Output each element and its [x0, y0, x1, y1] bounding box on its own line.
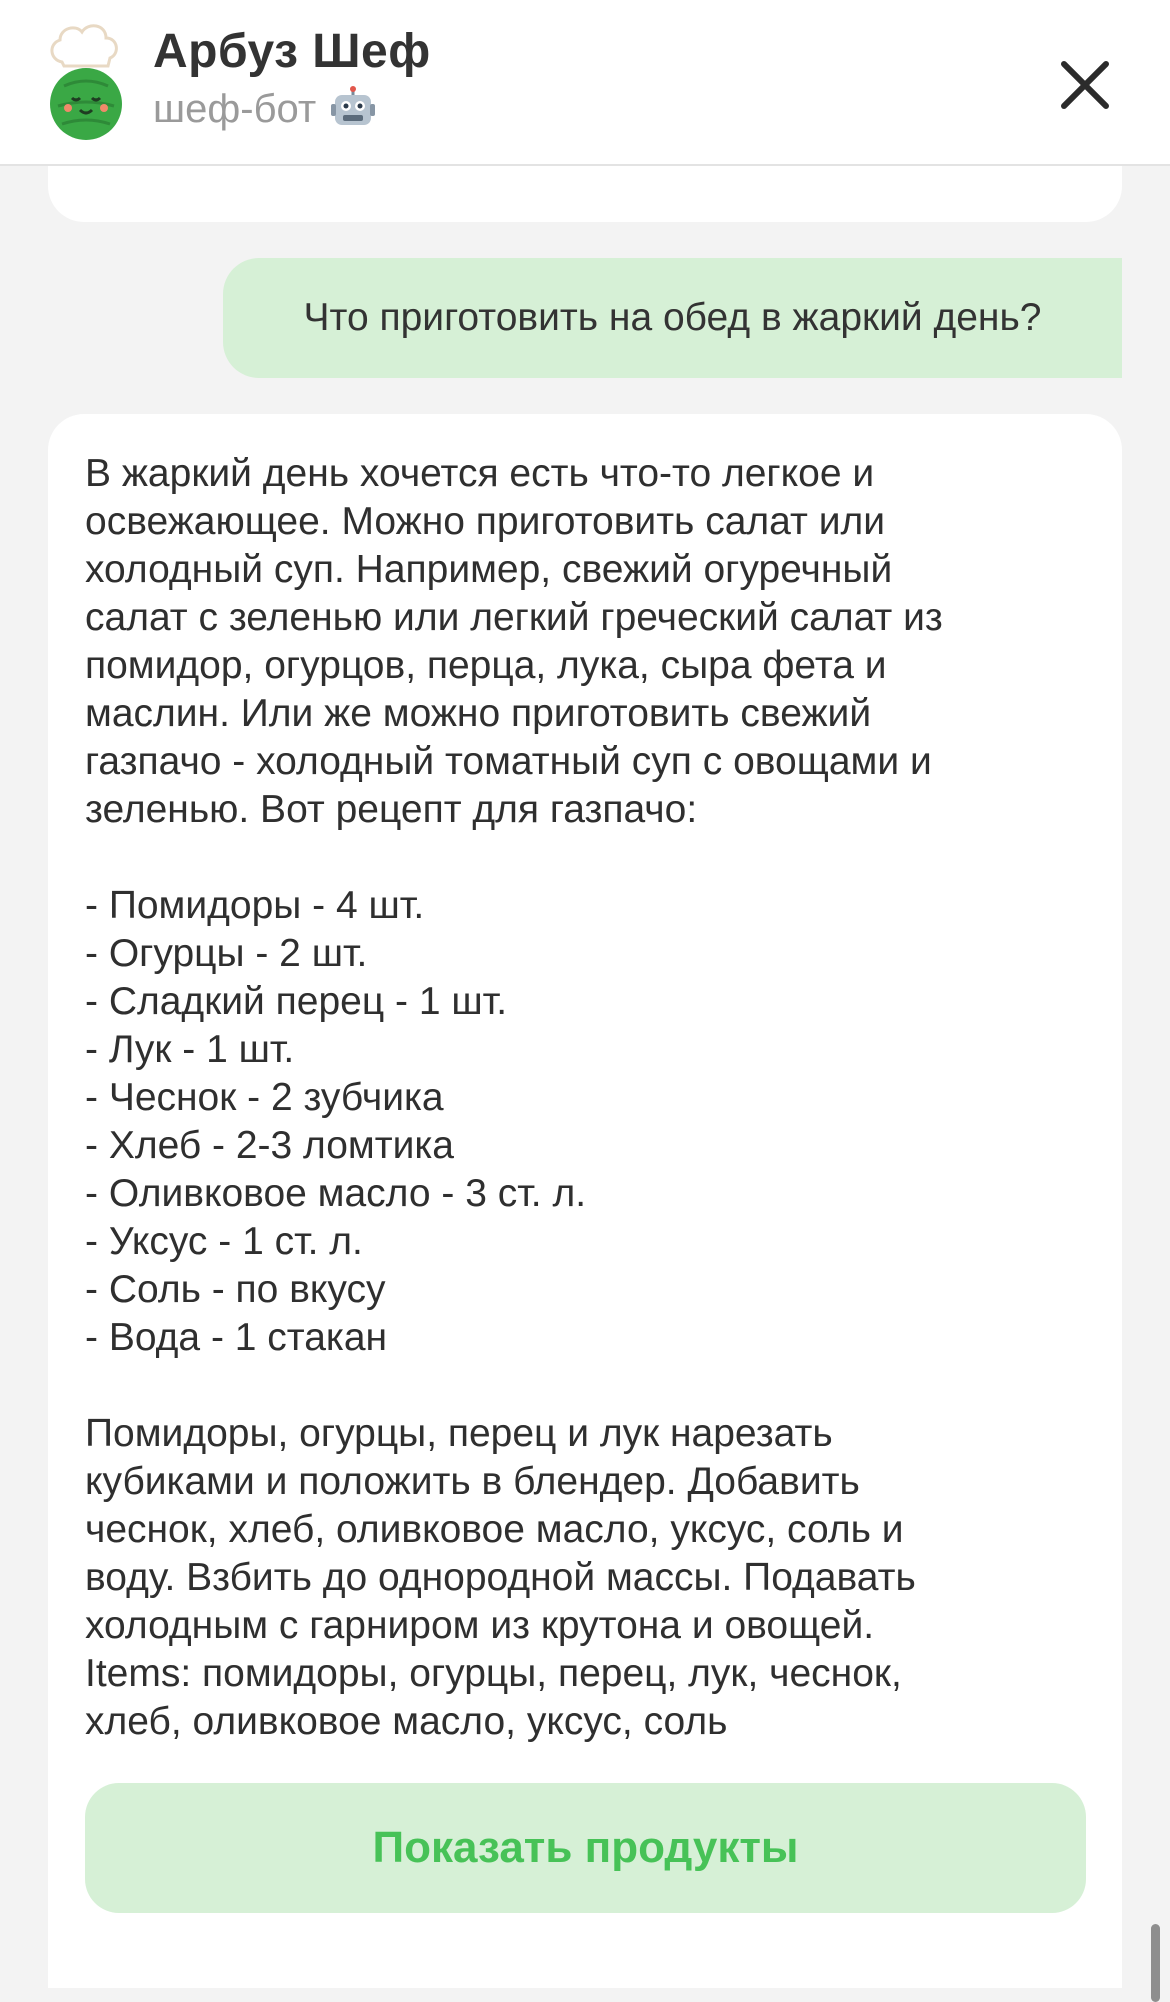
ingredient-item: - Оливковое масло - 3 ст. л.	[85, 1172, 587, 1215]
bot-message-text	[85, 450, 1086, 1746]
close-icon[interactable]	[1056, 56, 1114, 114]
chat-title: Арбуз Шеф	[153, 25, 431, 78]
user-message-bubble	[223, 258, 1122, 378]
previous-bot-message	[48, 166, 1122, 222]
subtitle-text: шеф-бот	[153, 86, 317, 131]
ingredient-item: - Соль - по вкусу	[85, 1268, 386, 1311]
ingredient-item: - Хлеб - 2-3 ломтика	[85, 1124, 454, 1167]
ingredient-item: - Помидоры - 4 шт.	[85, 884, 425, 927]
chat-header	[0, 0, 1170, 166]
watermelon-chef-icon	[44, 20, 128, 146]
ingredient-item: - Сладкий перец - 1 шт.	[85, 980, 508, 1023]
show-products-button[interactable]: Показать продукты	[85, 1783, 1086, 1913]
chat-subtitle	[153, 86, 376, 132]
ingredient-item: - Уксус - 1 ст. л.	[85, 1220, 363, 1263]
user-message-text: Что приготовить на обед в жаркий день?	[303, 296, 1042, 339]
ingredient-item: - Чеснок - 2 зубчика	[85, 1076, 444, 1119]
robot-icon	[330, 86, 376, 132]
ingredient-item: - Вода - 1 стакан	[85, 1316, 388, 1359]
scrollbar[interactable]	[1151, 1924, 1160, 2002]
bot-message-bubble	[48, 414, 1122, 1988]
ingredient-item: - Огурцы - 2 шт.	[85, 932, 368, 975]
ingredient-item: - Лук - 1 шт.	[85, 1028, 295, 1071]
bot-message-instructions: Помидоры, огурцы, перец и лук нарезать кубиками и положить в блендер. Добавить чеснок, хлеб, оливковое масло, уксус, соль и воду. Взбить до однородной массы. Подавать холодным с гарниром из крутона и овощей. Items: помидоры, огурцы, перец, лук, чеснок, хлеб, оливковое масло, уксус, соль	[85, 1412, 916, 1743]
bot-message-intro: В жаркий день хочется есть что-то легкое и освежающее. Можно приготовить салат или холодный суп. Например, свежий огуречный салат с зеленью или легкий греческий салат из помидор, огурцов, перца, лука, сыра фета и маслин. Или же можно приготовить свежий газпачо - холодный томатный суп с овощами и зеленью. Вот рецепт для газпачо:	[85, 452, 943, 831]
